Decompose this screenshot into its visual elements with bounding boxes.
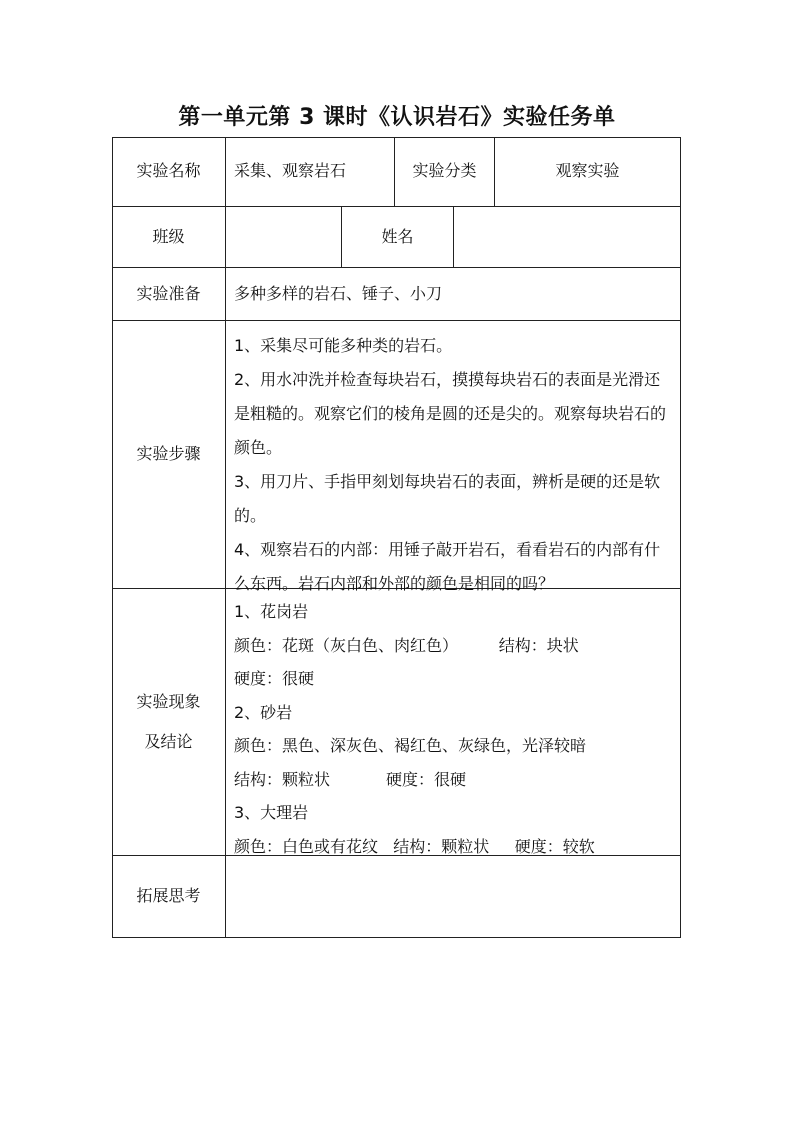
step-item: 1、采集尽可能多种类的岩石。 xyxy=(234,336,453,355)
observation-line: 2、砂岩 xyxy=(234,702,293,722)
page-title: 第一单元第 3 课时《认识岩石》实验任务单 xyxy=(178,105,616,130)
observation-line: 3、大理岩 xyxy=(234,803,309,822)
table-border-bottom xyxy=(112,937,681,938)
observation-line: 颜色：白色或有花纹 结构：颗粒状 硬度：较软 xyxy=(234,836,595,856)
experiment-name-value: 采集、观察岩石 xyxy=(234,161,347,181)
class-label: 班级 xyxy=(152,226,185,246)
extension-label: 拓展思考 xyxy=(136,886,201,906)
observation-label xyxy=(112,589,225,855)
preparation-value: 多种多样的岩石、锤子、小刀 xyxy=(234,283,443,303)
student-name-field[interactable] xyxy=(454,207,680,267)
observation-line: 颜色：黑色、深灰色、褐红色、灰绿色，光泽较暗 xyxy=(234,736,587,755)
step-item: 3、用刀片、手指甲刻划每块岩石的表面，辨析是硬的还是软的。 xyxy=(234,472,661,525)
experiment-category-label: 实验分类 xyxy=(412,161,477,181)
preparation-label: 实验准备 xyxy=(136,283,201,303)
observation-line: 结构：颗粒状 硬度：很硬 xyxy=(234,769,466,789)
steps-content xyxy=(226,321,680,593)
task-sheet-table xyxy=(112,137,681,938)
extension-field[interactable] xyxy=(226,856,680,937)
steps-label: 实验步骤 xyxy=(136,444,201,464)
observation-label-line: 实验现象 xyxy=(136,692,201,711)
step-item: 4、观察岩石的内部：用锤子敲开岩石，看看岩石的内部有什么东西。岩石内部和外部的颜色是相同的吗？ xyxy=(234,540,661,593)
observation-label-line: 及结论 xyxy=(144,732,193,751)
step-item: 2、用水冲洗并检查每块岩石，摸摸每块岩石的表面是光滑还是粗糙的。观察它们的棱角是圆的还是尖的。观察每块岩石的颜色。 xyxy=(234,370,667,457)
observation-line: 颜色：花斑（灰白色、肉红色） 结构：块状 xyxy=(234,635,579,655)
observation-line: 硬度：很硬 xyxy=(234,669,315,688)
experiment-category-value: 观察实验 xyxy=(555,161,620,181)
student-name-label: 姓名 xyxy=(381,226,414,246)
observation-line: 1、花岗岩 xyxy=(234,602,309,621)
observation-content xyxy=(226,589,680,855)
class-field[interactable] xyxy=(226,207,341,267)
experiment-name-label: 实验名称 xyxy=(136,161,201,181)
table-border-right xyxy=(680,137,681,938)
